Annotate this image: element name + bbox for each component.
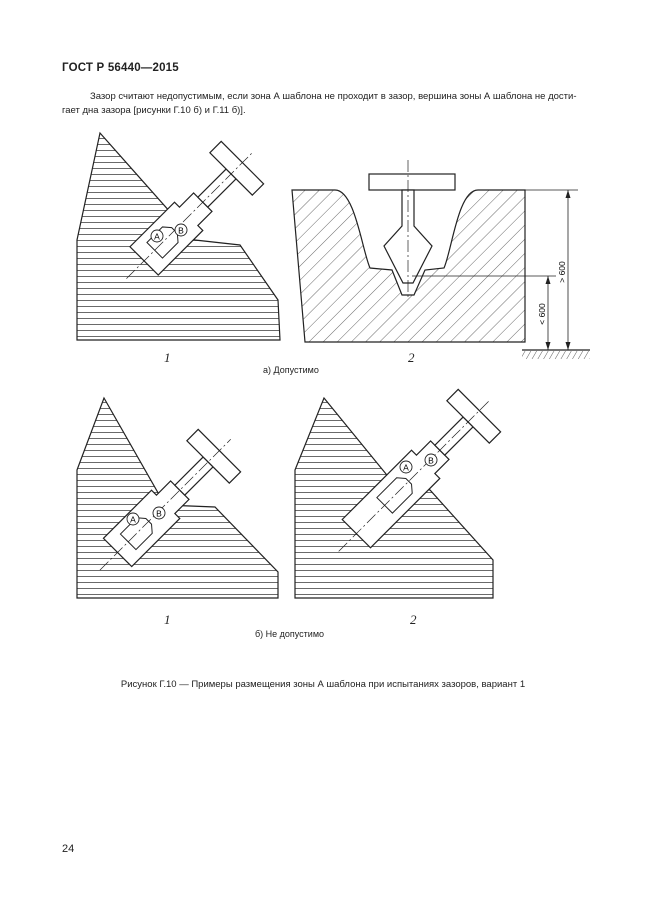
dim-arrow [546,276,551,284]
diagram-b1 [77,398,278,598]
dim-arrow [546,342,551,350]
ground-hatch [522,351,590,359]
dimension-lt-600: < 600 [537,303,547,325]
figure-number-a2: 2 [408,350,415,365]
page-number: 24 [62,843,75,855]
zone-b-label: B [156,508,162,519]
subcaption-b: б) Не допустимо [255,629,325,639]
diagram-b2 [295,378,512,598]
gauge-handle [369,174,455,190]
zone-a-label: A [130,514,136,525]
zone-b-label: B [428,455,434,466]
figure-number-b1: 1 [164,612,171,627]
subcaption-a: а) Допустимо [263,365,319,375]
zone-a-label: A [154,231,160,242]
standard-header: ГОСТ Р 56440—2015 [62,62,179,74]
paragraph-line-2: гает дна зазора [рисунки Г.10 б) и Г.11 б)]. [62,105,246,116]
figure-caption: Рисунок Г.10 — Примеры размещения зоны А шаблона при испытаниях зазоров, вариант 1 [120,679,526,690]
figure-number-a1: 1 [164,350,171,365]
figure-number-b2: 2 [410,612,417,627]
paragraph-line-1: Зазор считают недопустимым, если зона А шаблона не проходит в зазор, вершина зоны А шаблона не дости- [90,91,577,102]
zone-a-label: A [403,462,409,473]
dim-arrow [566,342,571,350]
diagram-a2 [292,160,590,359]
dim-arrow [566,190,571,198]
dimension-gt-600: > 600 [557,261,567,283]
zone-b-label: B [178,225,184,236]
diagram-a1 [77,130,280,340]
